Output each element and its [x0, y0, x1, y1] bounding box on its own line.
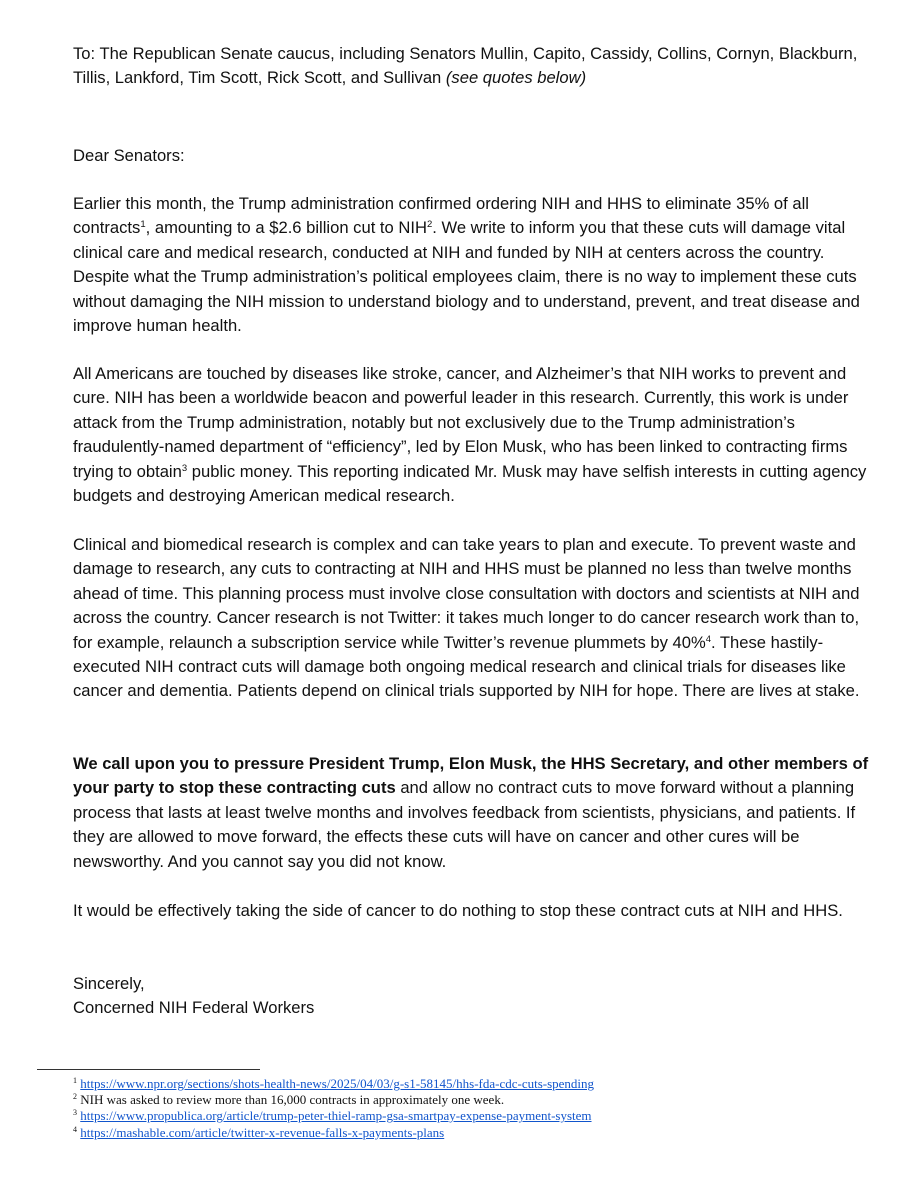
footnote-num-4: 4 — [73, 1124, 77, 1134]
footnotes — [73, 1076, 853, 1141]
para1-text-a: Earlier this month, the Trump administration confirmed ordering NIH and HHS to eliminate 35% of all contracts — [73, 194, 809, 238]
footnote-num-3: 3 — [73, 1108, 77, 1118]
footnote-ref-3: 3 — [181, 462, 188, 474]
paragraph-5 — [73, 899, 873, 923]
closing — [73, 972, 873, 1021]
para2-text-a: All Americans are touched by diseases like stroke, cancer, and Alzheimer’s that NIH works to prevent and cure. NIH has been a worldwide beacon and powerful leader in this research. Currently, this work is under attack from the Trump administration, notably but not exclusively due to the Trump administration’s fraudulently-named department of “efficiency”, led by Elon Musk, who has been linked to contracting firms trying to obtain — [73, 364, 849, 481]
paragraph-2 — [73, 362, 873, 508]
footnote-num-1: 1 — [73, 1076, 77, 1085]
signature: Concerned NIH Federal Workers — [73, 998, 315, 1018]
footnote-divider — [37, 1069, 260, 1070]
footnote-4 — [73, 1125, 853, 1141]
call-to-action-bold: We call upon you to pressure President Trump, Elon Musk, the HHS Secretary, and other members of your party to stop these contracting cuts — [73, 754, 869, 798]
footnote-text-2: NIH was asked to review more than 16,000 contracts in approximately one week. — [80, 1092, 505, 1108]
paragraph-4 — [73, 752, 873, 874]
para5-text: It would be effectively taking the side of cancer to do nothing to stop these contract cuts at NIH and HHS. — [73, 901, 843, 920]
paragraph-1 — [73, 192, 873, 338]
footnote-2 — [73, 1092, 853, 1108]
footnote-link-1[interactable]: https://www.npr.org/sections/shots-health-news/2025/04/03/g-s1-58145/hhs-fda-cdc-cuts-spending — [80, 1076, 595, 1091]
valediction: Sincerely, — [73, 974, 145, 993]
to-line-text: To: The Republican Senate caucus, including Senators Mullin, Capito, Cassidy, Collins, Cornyn, Blackburn, Tillis, Lankford, Tim Scott, Rick Scott, and Sullivan — [73, 44, 858, 88]
para4-text: and allow no contract cuts to move forward without a planning process that lasts at least twelve months and involves feedback from scientists, physicians, and patients. If they are allowed to move forward, the effects these cuts will have on cancer and other cures will be newsworthy. And you cannot say you did not know. — [73, 778, 856, 871]
para1-text-c: . We write to inform you that these cuts will damage vital clinical care and medical research, conducted at NIH and funded by NIH at centers across the country. Despite what the Trump administration’s political employees claim, there is no way to implement these cuts without damaging the NIH mission to understand biology and to understand, prevent, and treat disease and improve human health. — [73, 218, 860, 336]
paragraph-3 — [73, 533, 873, 704]
footnote-link-3[interactable]: https://www.propublica.org/article/trump-peter-thiel-ramp-gsa-smartpay-expense-payment-system — [80, 1108, 592, 1124]
footnote-ref-4: 4 — [705, 633, 711, 645]
see-quotes-note: (see quotes below) — [445, 68, 587, 88]
recipient-line — [73, 42, 873, 91]
para3-text-b: . These hastily-executed NIH contract cuts will damage both ongoing medical research and clinical trials for diseases like cancer and dementia. Patients depend on clinical trials supported by NIH for hope. There are lives at stake. — [73, 632, 860, 701]
footnote-3 — [73, 1108, 853, 1124]
greeting — [73, 144, 873, 168]
greeting-text: Dear Senators: — [73, 146, 185, 165]
para3-text-a: Clinical and biomedical research is complex and can take years to plan and execute. To prevent waste and damage to research, any cuts to contracting at NIH and HHS must be planned no less than twelve months ahead of time. This planning process must involve close consultation with doctors and scientists at NIH and across the country. Cancer research is not Twitter: it takes much longer to do cancer research work than to, for example, relaunch a subscription service while Twitter’s revenue plummets by 40% — [73, 535, 860, 652]
footnote-1 — [73, 1076, 853, 1092]
footnote-ref-2: 2 — [426, 219, 433, 231]
footnote-ref-1: 1 — [140, 219, 146, 231]
footnote-link-4[interactable]: https://mashable.com/article/twitter-x-revenue-falls-x-payments-plans — [80, 1124, 445, 1140]
footnote-num-2: 2 — [73, 1092, 77, 1102]
para2-text-b: public money. This reporting indicated Mr. Musk may have selfish interests in cutting agency budgets and destroying American medical research. — [73, 461, 867, 506]
para1-text-b: , amounting to a $2.6 billion cut to NIH — [145, 218, 427, 238]
